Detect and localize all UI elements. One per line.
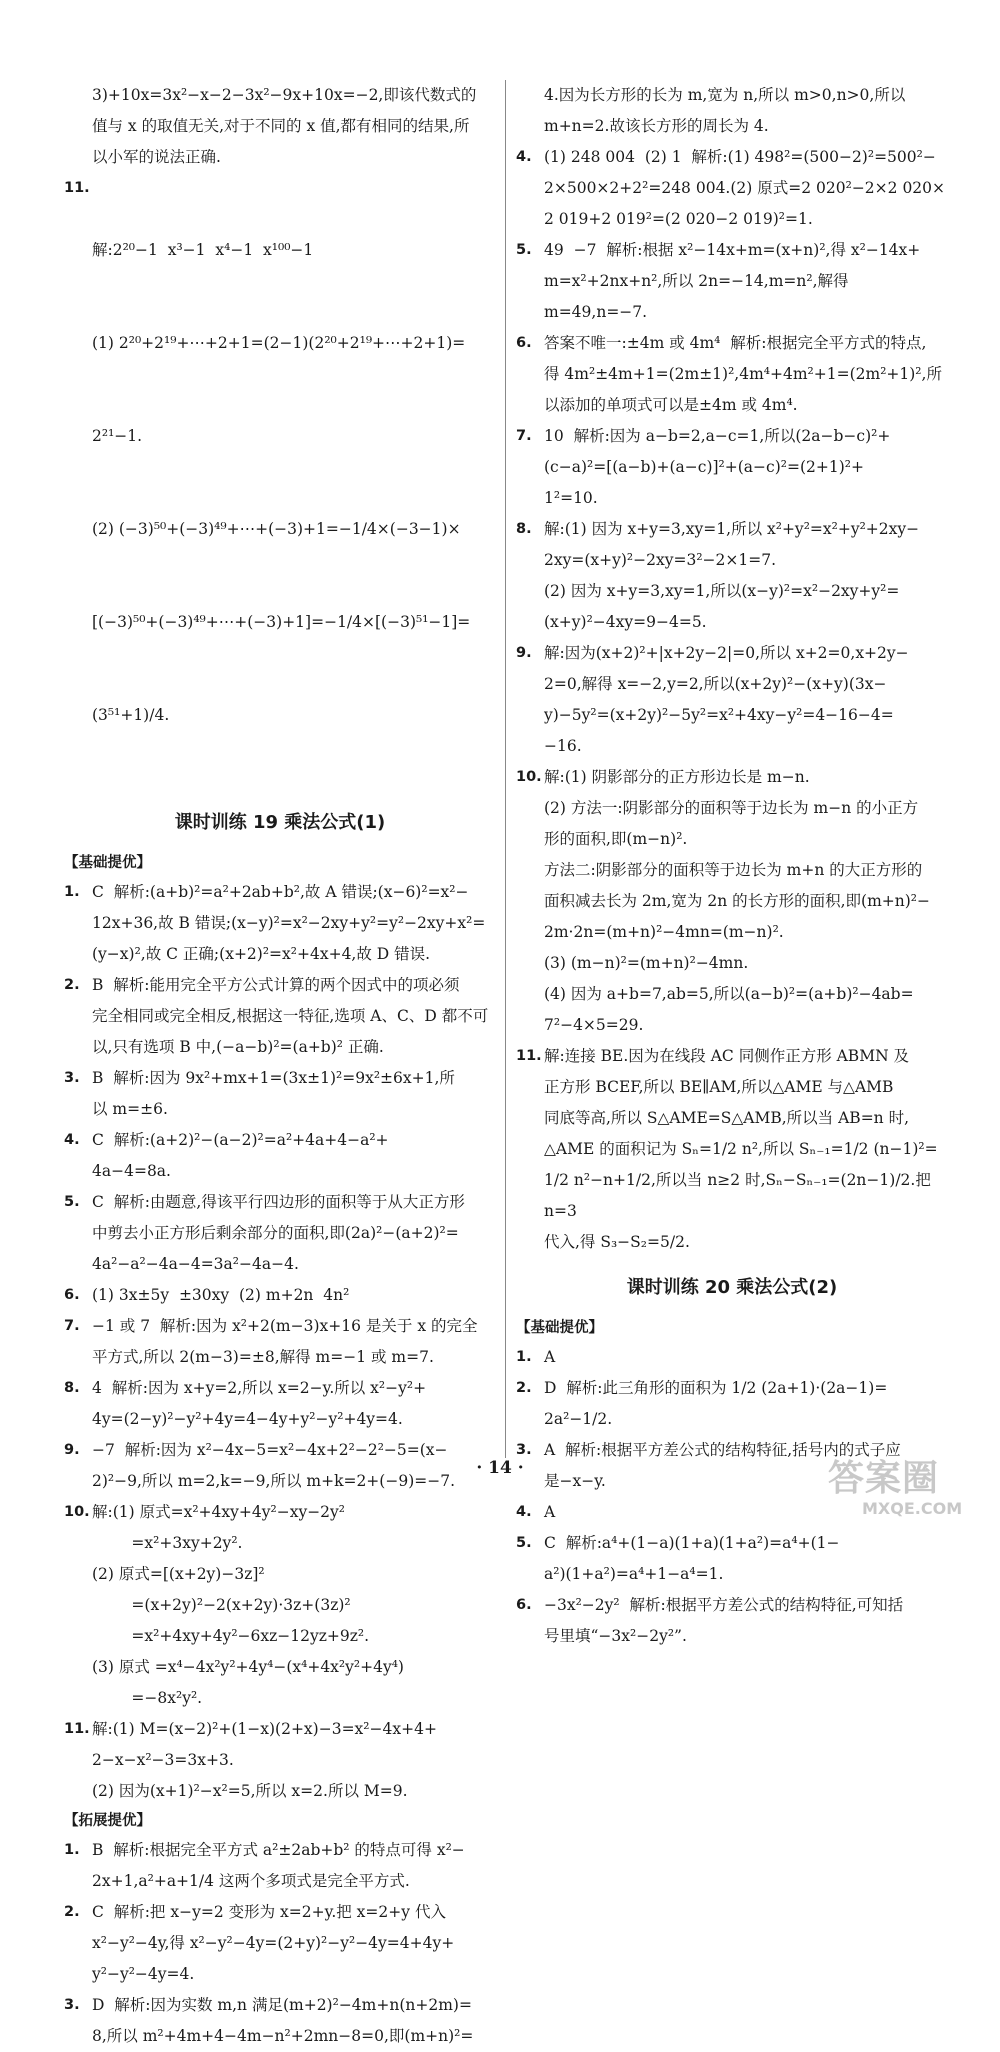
answer-body xyxy=(544,1342,948,1373)
text-line: 4a²−a²−4a−4=3a²−4a−4. xyxy=(92,1255,299,1273)
question-number: 5. xyxy=(516,242,532,258)
text-line: 正方形 BCEF,所以 BE∥AM,所以△AME 与△AMB xyxy=(544,1078,894,1096)
question-number: 10. xyxy=(516,769,542,785)
question-number: 6. xyxy=(516,1597,532,1613)
answer-item xyxy=(64,1497,496,1714)
answer-body xyxy=(544,638,948,762)
text-line: 3)+10x=3x²−x−2−3x²−9x+10x=−2,即该代数式的 xyxy=(92,86,477,104)
text-line: C 解析:把 x−y=2 变形为 x=2+y.把 x=2+y 代入 xyxy=(92,1903,446,1921)
answer-body xyxy=(544,762,948,1041)
answer-body xyxy=(92,1311,496,1373)
text-line: C 解析:a⁴+(1−a)(1+a)(1+a²)=a⁴+(1− xyxy=(544,1534,840,1552)
question-number: 8. xyxy=(516,521,532,537)
answer-item xyxy=(64,877,496,970)
section-title-20: 课时训练 20 乘法公式(2) xyxy=(626,1277,838,1298)
text-line: 49 −7 解析:根据 x²−14x+m=(x+n)²,得 x²−14x+ xyxy=(544,241,921,259)
text-line: 7²−4×5=29. xyxy=(544,1016,644,1034)
section-heading-basic: 【基础提优】 xyxy=(64,855,151,871)
answer-item xyxy=(516,235,948,328)
answer-body xyxy=(544,421,948,514)
text-line: 解:(1) 阴影部分的正方形边长是 m−n. xyxy=(544,768,810,786)
question-number: 5. xyxy=(516,1535,532,1551)
question-number: 10. xyxy=(64,1504,90,1520)
text-line: =x²+3xy+2y². xyxy=(92,1534,243,1552)
text-line: 形的面积,即(m−n)². xyxy=(544,830,688,848)
question-number: 11. xyxy=(64,180,90,196)
answer-body xyxy=(544,328,948,421)
text-line: 1²=10. xyxy=(544,489,598,507)
text-line: =(x+2y)²−2(x+2y)·3z+(3z)² xyxy=(92,1596,351,1614)
question-number: 2. xyxy=(64,1904,80,1920)
text-line: B 解析:因为 9x²+mx+1=(3x±1)²=9x²±6x+1,所 xyxy=(92,1069,455,1087)
section-heading-extension: 【拓展提优】 xyxy=(64,1813,151,1829)
text-line: (1) 2²⁰+2¹⁹+⋯+2+1=(2−1)(2²⁰+2¹⁹+⋯+2+1)= xyxy=(92,334,466,352)
question-number: 4. xyxy=(516,149,532,165)
answer-item xyxy=(516,1590,948,1652)
answer-body xyxy=(92,1497,496,1714)
text-line: 代入,得 S₃−S₂=5/2. xyxy=(544,1233,690,1251)
text-line: 号里填“−3x²−2y²”. xyxy=(544,1627,687,1645)
text-line: =x²+4xy+4y²−6xz−12yz+9z². xyxy=(92,1627,370,1645)
question-number: 11. xyxy=(64,1721,90,1737)
answer-body xyxy=(544,514,948,638)
text-line: A xyxy=(544,1348,556,1366)
text-line: A 解析:根据平方差公式的结构特征,括号内的式子应 xyxy=(544,1441,901,1459)
text-line: (1) 3x±5y ±30xy (2) m+2n 4n² xyxy=(92,1286,350,1304)
question-body xyxy=(92,173,496,793)
text-line: (3) 原式 =x⁴−4x²y²+4y⁴−(x⁴+4x²y²+4y⁴) xyxy=(92,1658,404,1676)
text-line: y)−5y²=(x+2y)²−5y²=x²+4xy−y²=4−16−4= xyxy=(544,706,894,724)
text-line: 答案不唯一:±4m 或 4m⁴ 解析:根据完全平方式的特点, xyxy=(544,334,927,352)
watermark-url: MXQE.COM xyxy=(862,1499,963,1518)
answer-body xyxy=(92,1897,496,1990)
text-line: m+n=2.故该长方形的周长为 4. xyxy=(544,117,769,135)
answer-body xyxy=(92,1187,496,1280)
question-number: 3. xyxy=(64,1070,80,1086)
text-line: D 解析:因为实数 m,n 满足(m+2)²−4m+n(n+2m)= xyxy=(92,1996,472,2014)
question-number: 9. xyxy=(64,1442,80,1458)
answer-item xyxy=(516,328,948,421)
answer-body xyxy=(92,1990,496,2052)
question-number: 9. xyxy=(516,645,532,661)
basic-answers-list xyxy=(64,877,496,1807)
text-line: (2) 原式=[(x+2y)−3z]² xyxy=(92,1565,265,1583)
text-line: (1) 248 004 (2) 1 解析:(1) 498²=(500−2)²=500²− xyxy=(544,148,936,166)
text-line: (2) 方法一:阴影部分的面积等于边长为 m−n 的小正方 xyxy=(544,799,919,817)
page-number: · 14 · xyxy=(476,1458,524,1478)
text-line: 4 解析:因为 x+y=2,所以 x=2−y.所以 x²−y²+ xyxy=(92,1379,427,1397)
text-line: 2²¹−1. xyxy=(92,427,143,445)
text-line: 以 m=±6. xyxy=(92,1100,168,1118)
text-line: 8,所以 m²+4m+4−4m−n²+2mn−8=0,即(m+n)²= xyxy=(92,2027,474,2045)
answer-item xyxy=(64,1311,496,1373)
answer-body xyxy=(92,877,496,970)
answer-body xyxy=(92,1280,496,1311)
question-number: 5. xyxy=(64,1194,80,1210)
text-line: 解:2²⁰−1 x³−1 x⁴−1 x¹⁰⁰−1 xyxy=(92,241,314,259)
text-line: C 解析:(a+b)²=a²+2ab+b²,故 A 错误;(x−6)²=x²− xyxy=(92,883,469,901)
text-line: 4a−4=8a. xyxy=(92,1162,171,1180)
answer-body xyxy=(544,1373,948,1435)
text-line: 2 019+2 019²=(2 020−2 019)²=1. xyxy=(544,210,813,228)
section-heading-basic-20: 【基础提优】 xyxy=(516,1320,603,1336)
answer-body xyxy=(544,1041,948,1258)
answer-body xyxy=(544,1590,948,1652)
text-line: 2x+1,a²+a+1/4 这两个多项式是完全平方式. xyxy=(92,1872,410,1890)
answer-item xyxy=(64,1897,496,1990)
answer-body xyxy=(92,1125,496,1187)
text-line: a²)(1+a²)=a⁴+1−a⁴=1. xyxy=(544,1565,724,1583)
question-number: 7. xyxy=(516,428,532,444)
answer-body xyxy=(544,235,948,328)
text-line: m=x²+2nx+n²,所以 2n=−14,m=n²,解得m=49,n=−7. xyxy=(544,272,849,321)
text-line: 4.因为长方形的长为 m,宽为 n,所以 m>0,n>0,所以 xyxy=(544,86,906,104)
text-line: −3x²−2y² 解析:根据平方差公式的结构特征,可知括 xyxy=(544,1596,904,1614)
text-line: (4) 因为 a+b=7,ab=5,所以(a−b)²=(a+b)²−4ab= xyxy=(544,985,914,1003)
question-number: 2. xyxy=(516,1380,532,1396)
question-number: 1. xyxy=(64,884,80,900)
question-number: 6. xyxy=(516,335,532,351)
text-line: 2a²−1/2. xyxy=(544,1410,613,1428)
text-line: 平方式,所以 2(m−3)=±8,解得 m=−1 或 m=7. xyxy=(92,1348,434,1366)
answers-list-continued xyxy=(516,142,948,1258)
text-line: −7 解析:因为 x²−4x−5=x²−4x+2²−2²−5=(x− xyxy=(92,1441,448,1459)
text-line: =−8x²y². xyxy=(92,1689,203,1707)
text-line: 2xy=(x+y)²−2xy=3²−2×1=7. xyxy=(544,551,777,569)
answer-item xyxy=(516,421,948,514)
right-top-continuation xyxy=(516,80,948,142)
left-top-continuation xyxy=(64,80,496,173)
text-line: 解:因为(x+2)²+|x+2y−2|=0,所以 x+2=0,x+2y− xyxy=(544,644,909,662)
answer-item xyxy=(64,1187,496,1280)
text-line: 2×500×2+2²=248 004.(2) 原式=2 020²−2×2 020× xyxy=(544,179,946,197)
text-line: 2−x−x²−3=3x+3. xyxy=(92,1751,234,1769)
text-line: 值与 x 的取值无关,对于不同的 x 值,都有相同的结果,所 xyxy=(92,117,470,135)
text-line: 2)²−9,所以 m=2,k=−9,所以 m+k=2+(−9)=−7. xyxy=(92,1472,456,1490)
text-line: (c−a)²=[(a−b)+(a−c)]²+(a−c)²=(2+1)²+ xyxy=(544,458,864,476)
column-divider xyxy=(505,80,506,1458)
text-line: 完全相同或完全相反,根据这一特征,选项 A、C、D 都不可 xyxy=(92,1007,489,1025)
text-line: 以,只有选项 B 中,(−a−b)²=(a+b)² 正确. xyxy=(92,1038,384,1056)
question-number: 4. xyxy=(64,1132,80,1148)
text-line: y²−y²−4y=4. xyxy=(92,1965,195,1983)
text-line: (3⁵¹+1)/4. xyxy=(92,706,170,724)
question-number: 6. xyxy=(64,1287,80,1303)
answer-body xyxy=(92,1835,496,1897)
question-number: 11. xyxy=(516,1048,542,1064)
answer-body xyxy=(92,970,496,1063)
question-11-prev xyxy=(64,173,496,793)
answer-item xyxy=(64,1280,496,1311)
answer-item xyxy=(64,1835,496,1897)
question-number: 2. xyxy=(64,977,80,993)
text-line: 2=0,解得 x=−2,y=2,所以(x+2y)²−(x+y)(3x− xyxy=(544,675,887,693)
text-line: 以添加的单项式可以是±4m 或 4m⁴. xyxy=(544,396,798,414)
text-line: [(−3)⁵⁰+(−3)⁴⁹+⋯+(−3)+1]=−1/4×[(−3)⁵¹−1]= xyxy=(92,613,471,631)
text-line: △AME 的面积记为 Sₙ=1/2 n²,所以 Sₙ₋₁=1/2 (n−1)²= xyxy=(544,1140,938,1158)
extension-answers-list xyxy=(64,1835,496,2052)
answer-item xyxy=(64,1373,496,1435)
left-column xyxy=(64,80,496,2052)
text-line: x²−y²−4y,得 x²−y²−4y=(2+y)²−y²−4y=4+4y+ xyxy=(92,1934,455,1952)
text-line: 4y=(2−y)²−y²+4y=4−4y+y²−y²+4y=4. xyxy=(92,1410,403,1428)
answer-item xyxy=(516,762,948,1041)
question-number: 3. xyxy=(516,1442,532,1458)
text-line: 解:连接 BE.因为在线段 AC 同侧作正方形 ABMN 及 xyxy=(544,1047,910,1065)
answer-body xyxy=(92,1373,496,1435)
watermark-logo xyxy=(828,1458,978,1520)
question-number: 1. xyxy=(516,1349,532,1365)
answer-item xyxy=(64,1063,496,1125)
question-number: 4. xyxy=(516,1504,532,1520)
text-line: 12x+36,故 B 错误;(x−y)²=x²−2xy+y²=y²−2xy+x²= xyxy=(92,914,486,932)
text-line: −16. xyxy=(544,737,582,755)
section-title-19: 课时训练 19 乘法公式(1) xyxy=(174,812,386,833)
answer-item xyxy=(64,1125,496,1187)
answer-item xyxy=(516,1342,948,1373)
text-line: 解:(1) 因为 x+y=3,xy=1,所以 x²+y²=x²+y²+2xy− xyxy=(544,520,920,538)
text-line: 中剪去小正方形后剩余部分的面积,即(2a)²−(a+2)²= xyxy=(92,1224,459,1242)
answer-item xyxy=(516,1041,948,1258)
text-line: (y−x)²,故 C 正确;(x+2)²=x²+4x+4,故 D 错误. xyxy=(92,945,431,963)
text-line: 10 解析:因为 a−b=2,a−c=1,所以(2a−b−c)²+ xyxy=(544,427,891,445)
answer-item xyxy=(64,1714,496,1807)
answer-item xyxy=(516,1528,948,1590)
answer-body xyxy=(544,142,948,235)
text-line: C 解析:由题意,得该平行四边形的面积等于从大正方形 xyxy=(92,1193,465,1211)
answer-item xyxy=(516,1373,948,1435)
text-line: 是−x−y. xyxy=(544,1472,606,1490)
text-line: 得 4m²±4m+1=(2m±1)²,4m⁴+4m²+1=(2m²+1)²,所 xyxy=(544,365,942,383)
text-line: B 解析:根据完全平方式 a²±2ab+b² 的特点可得 x²− xyxy=(92,1841,465,1859)
text-line: (3) (m−n)²=(m+n)²−4mn. xyxy=(544,954,749,972)
text-line: 1/2 n²−n+1/2,所以当 n≥2 时,Sₙ−Sₙ₋₁=(2n−1)/2.把 n=3 xyxy=(544,1171,936,1220)
text-line: C 解析:(a+2)²−(a−2)²=a²+4a+4−a²+ xyxy=(92,1131,389,1149)
answer-body xyxy=(544,1528,948,1590)
text-line: A xyxy=(544,1503,556,1521)
answer-body xyxy=(92,1063,496,1125)
text-line: (2) 因为 x+y=3,xy=1,所以(x−y)²=x²−2xy+y²= xyxy=(544,582,900,600)
question-number: 7. xyxy=(64,1318,80,1334)
text-line: 解:(1) M=(x−2)²+(1−x)(2+x)−3=x²−4x+4+ xyxy=(92,1720,437,1738)
text-line: 解:(1) 原式=x²+4xy+4y²−xy−2y² xyxy=(92,1503,346,1521)
answer-item xyxy=(64,970,496,1063)
question-number: 1. xyxy=(64,1842,80,1858)
question-number: 8. xyxy=(64,1380,80,1396)
text-line: (2) (−3)⁵⁰+(−3)⁴⁹+⋯+(−3)+1=−1/4×(−3−1)× xyxy=(92,520,461,538)
answer-item xyxy=(516,638,948,762)
watermark-text: 答案圈 xyxy=(828,1458,940,1499)
answer-item xyxy=(516,142,948,235)
text-line: (2) 因为(x+1)²−x²=5,所以 x=2.所以 M=9. xyxy=(92,1782,408,1800)
text-line: 以小军的说法正确. xyxy=(92,148,221,166)
text-line: D 解析:此三角形的面积为 1/2 (2a+1)·(2a−1)= xyxy=(544,1379,888,1397)
text-line: 同底等高,所以 S△AME=S△AMB,所以当 AB=n 时, xyxy=(544,1109,910,1127)
answer-body xyxy=(92,1714,496,1807)
text-line: 面积减去长为 2m,宽为 2n 的长方形的面积,即(m+n)²− xyxy=(544,892,931,910)
question-number: 3. xyxy=(64,1997,80,2013)
answer-item xyxy=(64,1990,496,2052)
text-line: 方法二:阴影部分的面积等于边长为 m+n 的大正方形的 xyxy=(544,861,923,879)
answer-item xyxy=(516,514,948,638)
text-line: 2m·2n=(m+n)²−4mn=(m−n)². xyxy=(544,923,784,941)
text-line: B 解析:能用完全平方公式计算的两个因式中的项必须 xyxy=(92,976,460,994)
text-line: (x+y)²−4xy=9−4=5. xyxy=(544,613,707,631)
right-column xyxy=(516,80,948,1652)
text-line: −1 或 7 解析:因为 x²+2(m−3)x+16 是关于 x 的完全 xyxy=(92,1317,478,1335)
